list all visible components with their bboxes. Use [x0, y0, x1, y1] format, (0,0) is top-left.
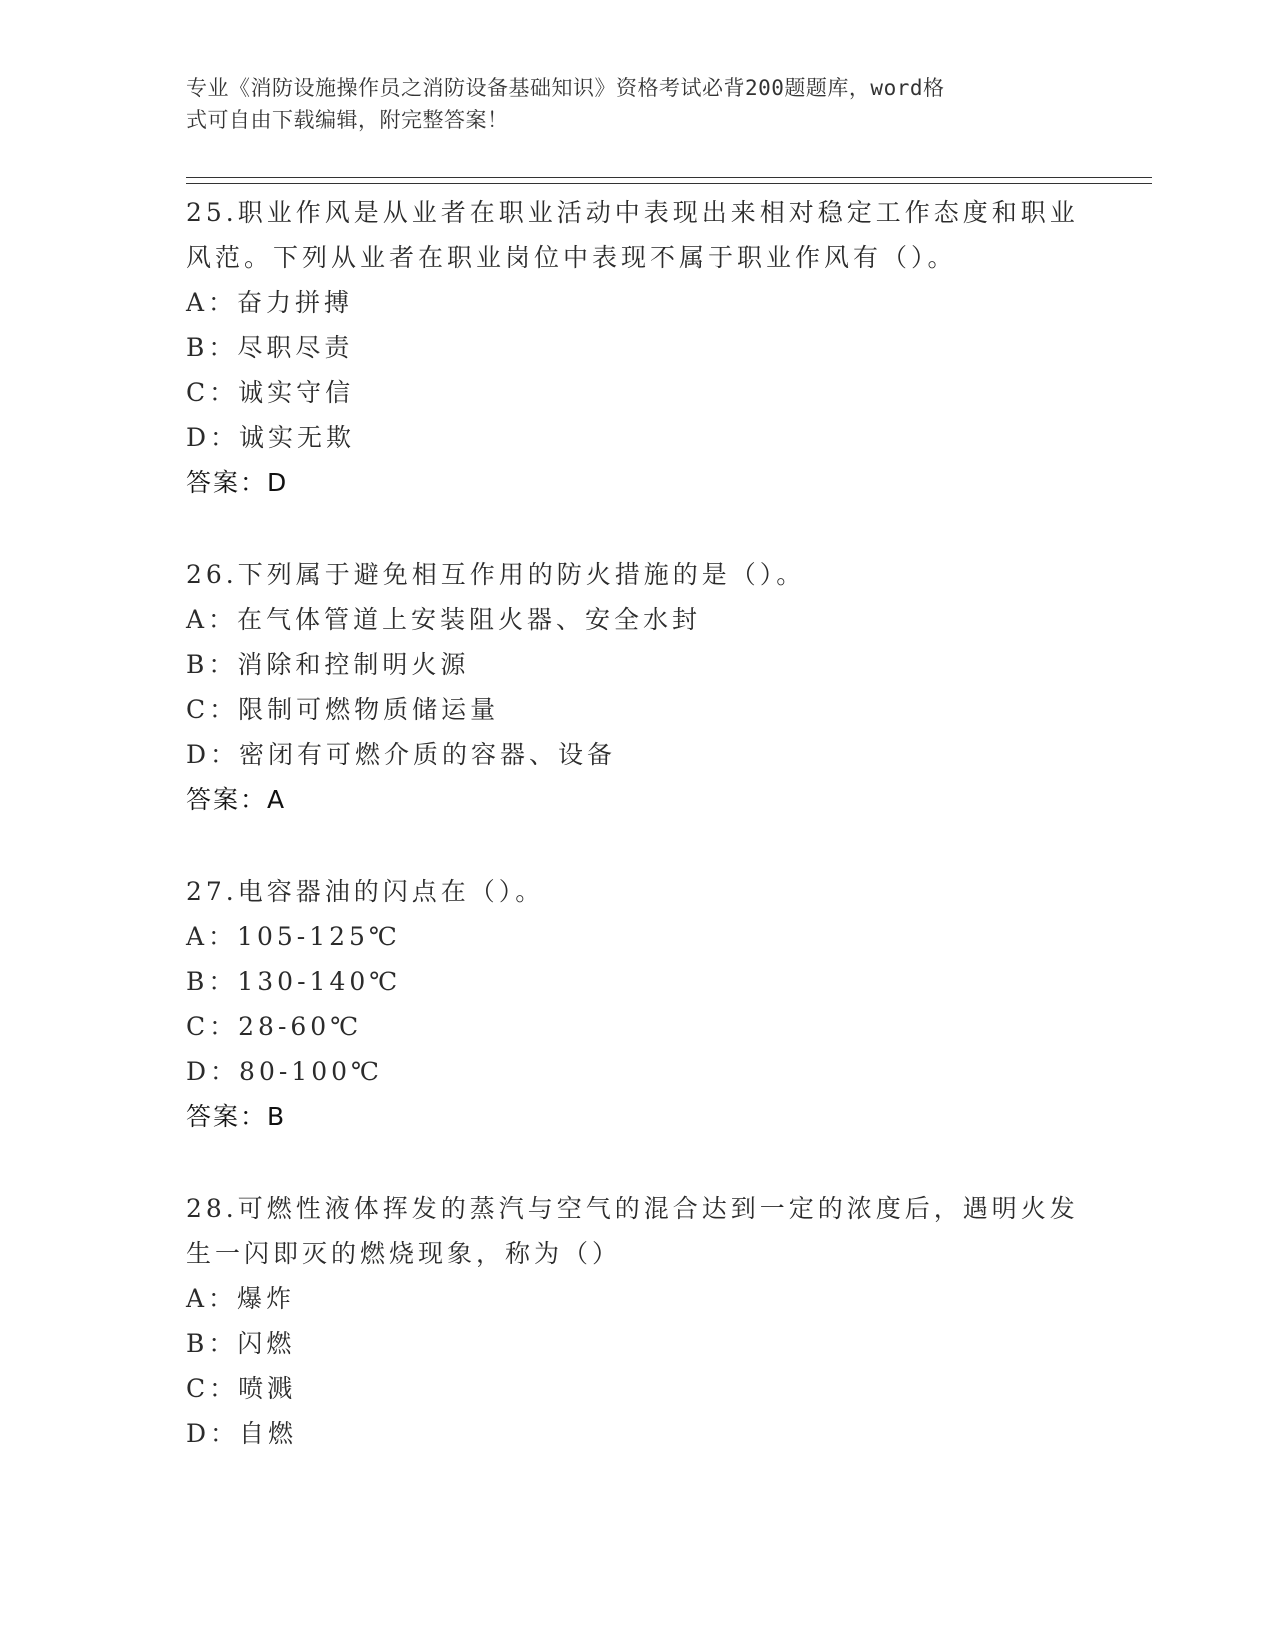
- header-line-1: 专业《消防设施操作员之消防设备基础知识》资格考试必背200题题库，word格: [186, 76, 945, 100]
- question-text-line: 25.职业作风是从业者在职业活动中表现出来相对稳定工作态度和职业: [186, 198, 1079, 227]
- option-a: A：在气体管道上安装阻火器、安全水封: [186, 605, 702, 634]
- option-b: B：130-140℃: [186, 967, 402, 996]
- option-a: A：爆炸: [186, 1284, 296, 1313]
- question-text-line: 生一闪即灭的燃烧现象，称为（）: [186, 1239, 622, 1268]
- question-28: [186, 1186, 1086, 1456]
- option-c: C：限制可燃物质储运量: [186, 695, 500, 724]
- answer: 答案：A: [186, 785, 287, 814]
- header-line-2: 式可自由下载编辑，附完整答案！: [186, 108, 509, 132]
- question-25: [186, 190, 1086, 505]
- option-a: A：奋力拼搏: [186, 288, 354, 317]
- question-text-line: 26.下列属于避免相互作用的防火措施的是（）。: [186, 560, 806, 589]
- option-a: A：105-125℃: [186, 922, 401, 951]
- option-b: B：尽职尽责: [186, 333, 354, 362]
- answer: 答案：B: [186, 1102, 287, 1131]
- option-d: D：密闭有可燃介质的容器、设备: [186, 740, 617, 769]
- option-b: B：闪燃: [186, 1329, 296, 1358]
- question-text-line: 风范。下列从业者在职业岗位中表现不属于职业作风有（）。: [186, 243, 957, 272]
- option-b: B：消除和控制明火源: [186, 650, 470, 679]
- option-d: D：诚实无欺: [186, 423, 356, 452]
- header-divider-bottom: [186, 183, 1152, 184]
- question-list: [186, 190, 1086, 1456]
- question-text-line: 28.可燃性液体挥发的蒸汽与空气的混合达到一定的浓度后，遇明火发: [186, 1194, 1079, 1223]
- option-d: D：自燃: [186, 1419, 298, 1448]
- question-27: [186, 869, 1086, 1139]
- question-26: [186, 552, 1086, 822]
- option-c: C：28-60℃: [186, 1012, 363, 1041]
- document-header: [186, 72, 1066, 136]
- question-text-line: 27.电容器油的闪点在（）。: [186, 877, 545, 906]
- answer: 答案：D: [186, 468, 289, 497]
- option-c: C：诚实守信: [186, 378, 355, 407]
- option-c: C：喷溅: [186, 1374, 297, 1403]
- header-divider-top: [186, 177, 1152, 178]
- option-d: D：80-100℃: [186, 1057, 383, 1086]
